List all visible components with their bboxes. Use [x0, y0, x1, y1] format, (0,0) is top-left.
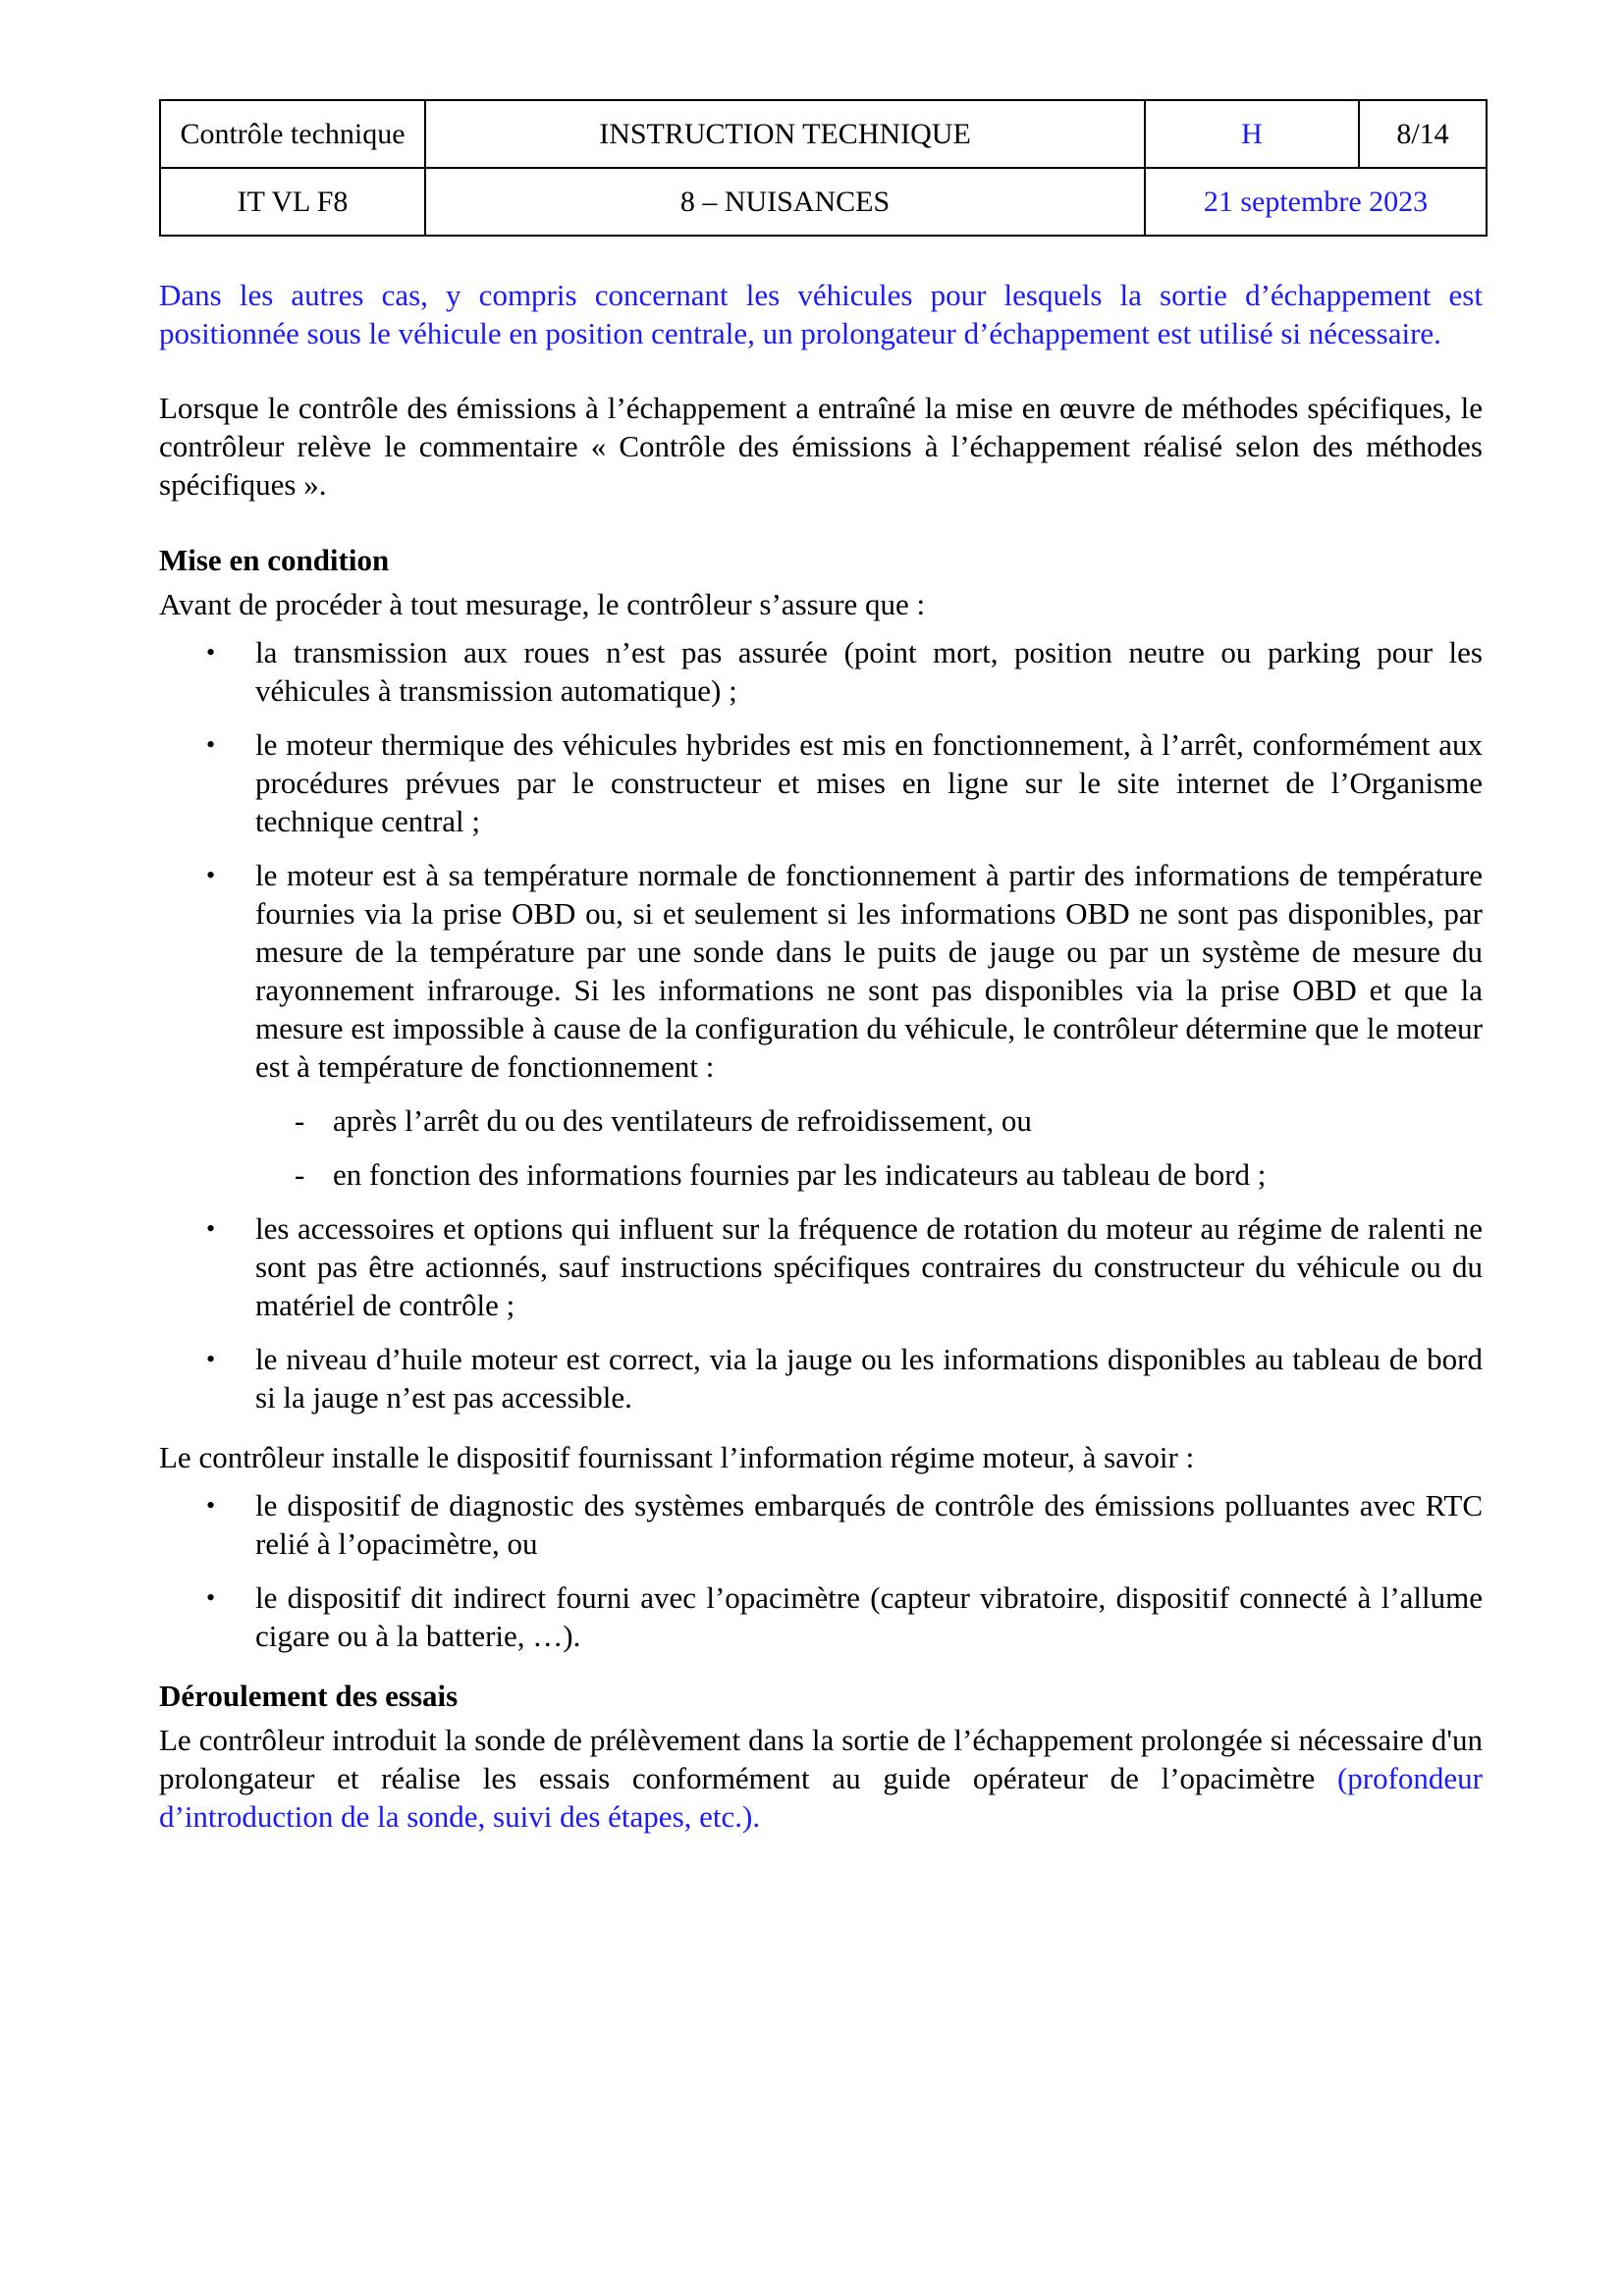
bullet-marker: •	[206, 861, 216, 889]
bullet-marker: •	[206, 1491, 216, 1520]
list-item	[159, 1340, 1483, 1416]
paragraph-probe-insertion	[159, 1721, 1483, 1836]
header-doc-category: INSTRUCTION TECHNIQUE	[425, 100, 1145, 168]
sublist-item-text: en fonction des informations fournies par les indicateurs au tableau de bord ;	[333, 1157, 1267, 1192]
list-item-text: le moteur est à sa température normale de fonctionnement à partir des informations de température fournies via la prise OBD ou, si et seulement si les informations OBD ne sont pas disponibles, par mesure de la température par une sonde dans le puits de jauge ou par un système de mesure du rayonnement infrarouge. Si les informations ne sont pas disponibles via la prise OBD et que la mesure est impossible à cause de la configuration du véhicule, le contrôleur détermine que le moteur est à température de fonctionnement :	[255, 858, 1483, 1084]
list-item-text: le dispositif dit indirect fourni avec l’opacimètre (capteur vibratoire, dispositif connecté à l’allume cigare ou à la batterie, …).	[255, 1580, 1483, 1653]
dash-marker: -	[295, 1157, 305, 1192]
list-item	[159, 725, 1483, 840]
device-bullet-list	[159, 1486, 1483, 1655]
header-version: H	[1145, 100, 1359, 168]
document-header-table	[159, 99, 1488, 237]
document-body	[159, 276, 1483, 1836]
bullet-marker: •	[206, 730, 216, 759]
header-section-title: 8 – NUISANCES	[425, 168, 1145, 236]
temperature-sublist	[255, 1101, 1483, 1194]
section-heading-test-procedure: Déroulement des essais	[159, 1679, 459, 1713]
list-item-text: le moteur thermique des véhicules hybrides est mis en fonctionnement, à l’arrêt, conformément aux procédures prévues par le constructeur et mises en ligne sur le site internet de l’Organisme technique central ;	[255, 727, 1483, 838]
bullet-marker: •	[206, 1345, 216, 1373]
list-item-text: le niveau d’huile moteur est correct, via la jauge ou les informations disponibles au tableau de bord si la jauge n’est pas accessible.	[255, 1342, 1483, 1415]
list-item	[159, 856, 1483, 1194]
paragraph-before-measurement: Avant de procéder à tout mesurage, le contrôleur s’assure que :	[159, 587, 926, 621]
paragraph-probe-insertion-revision: (profondeur d’introduction de la sonde, suivi des étapes, etc.).	[159, 1761, 1483, 1834]
header-doc-type: Contrôle technique	[160, 100, 425, 168]
list-item	[159, 1209, 1483, 1324]
paragraph-other-cases: Dans les autres cas, y compris concernant les véhicules pour lesquels la sortie d’échappement est positionnée sous le véhicule en position centrale, un prolongateur d’échappement est utilisé si nécessaire.	[159, 278, 1483, 350]
header-doc-reference: IT VL F8	[160, 168, 425, 236]
conditioning-bullet-list	[159, 633, 1483, 1416]
list-item	[159, 1578, 1483, 1655]
bullet-marker: •	[206, 1583, 216, 1612]
sublist-item	[255, 1101, 1483, 1140]
list-item-text: le dispositif de diagnostic des systèmes embarqués de contrôle des émissions polluantes avec RTC relié à l’opacimètre, ou	[255, 1488, 1483, 1561]
paragraph-engine-speed-device: Le contrôleur installe le dispositif fournissant l’information régime moteur, à savoir :	[159, 1440, 1195, 1474]
bullet-marker: •	[206, 638, 216, 667]
header-row-1	[160, 100, 1487, 168]
section-heading-conditioning: Mise en condition	[159, 543, 390, 577]
header-page-number: 8/14	[1359, 100, 1487, 168]
list-item-text: la transmission aux roues n’est pas assurée (point mort, position neutre ou parking pour les véhicules à transmission automatique) ;	[255, 635, 1483, 708]
sublist-item	[255, 1155, 1483, 1194]
paragraph-probe-insertion-text: Le contrôleur introduit la sonde de prélèvement dans la sortie de l’échappement prolongée si nécessaire d'un prolongateur et réalise les essais conformément au guide opérateur de l’opacimètre	[159, 1723, 1483, 1795]
list-item	[159, 1486, 1483, 1563]
list-item-text: les accessoires et options qui influent sur la fréquence de rotation du moteur au régime de ralenti ne sont pas être actionnés, sauf instructions spécifiques contraires du constructeur du véhicule ou du matériel de contrôle ;	[255, 1211, 1483, 1322]
bullet-marker: •	[206, 1214, 216, 1243]
paragraph-specific-methods: Lorsque le contrôle des émissions à l’échappement a entraîné la mise en œuvre de méthodes spécifiques, le contrôleur relève le commentaire « Contrôle des émissions à l’échappement réalisé selon des méthodes spécifiques ».	[159, 391, 1483, 502]
header-date: 21 septembre 2023	[1145, 168, 1487, 236]
list-item	[159, 633, 1483, 710]
dash-marker: -	[295, 1103, 305, 1138]
header-row-2	[160, 168, 1487, 236]
sublist-item-text: après l’arrêt du ou des ventilateurs de refroidissement, ou	[333, 1103, 1032, 1138]
